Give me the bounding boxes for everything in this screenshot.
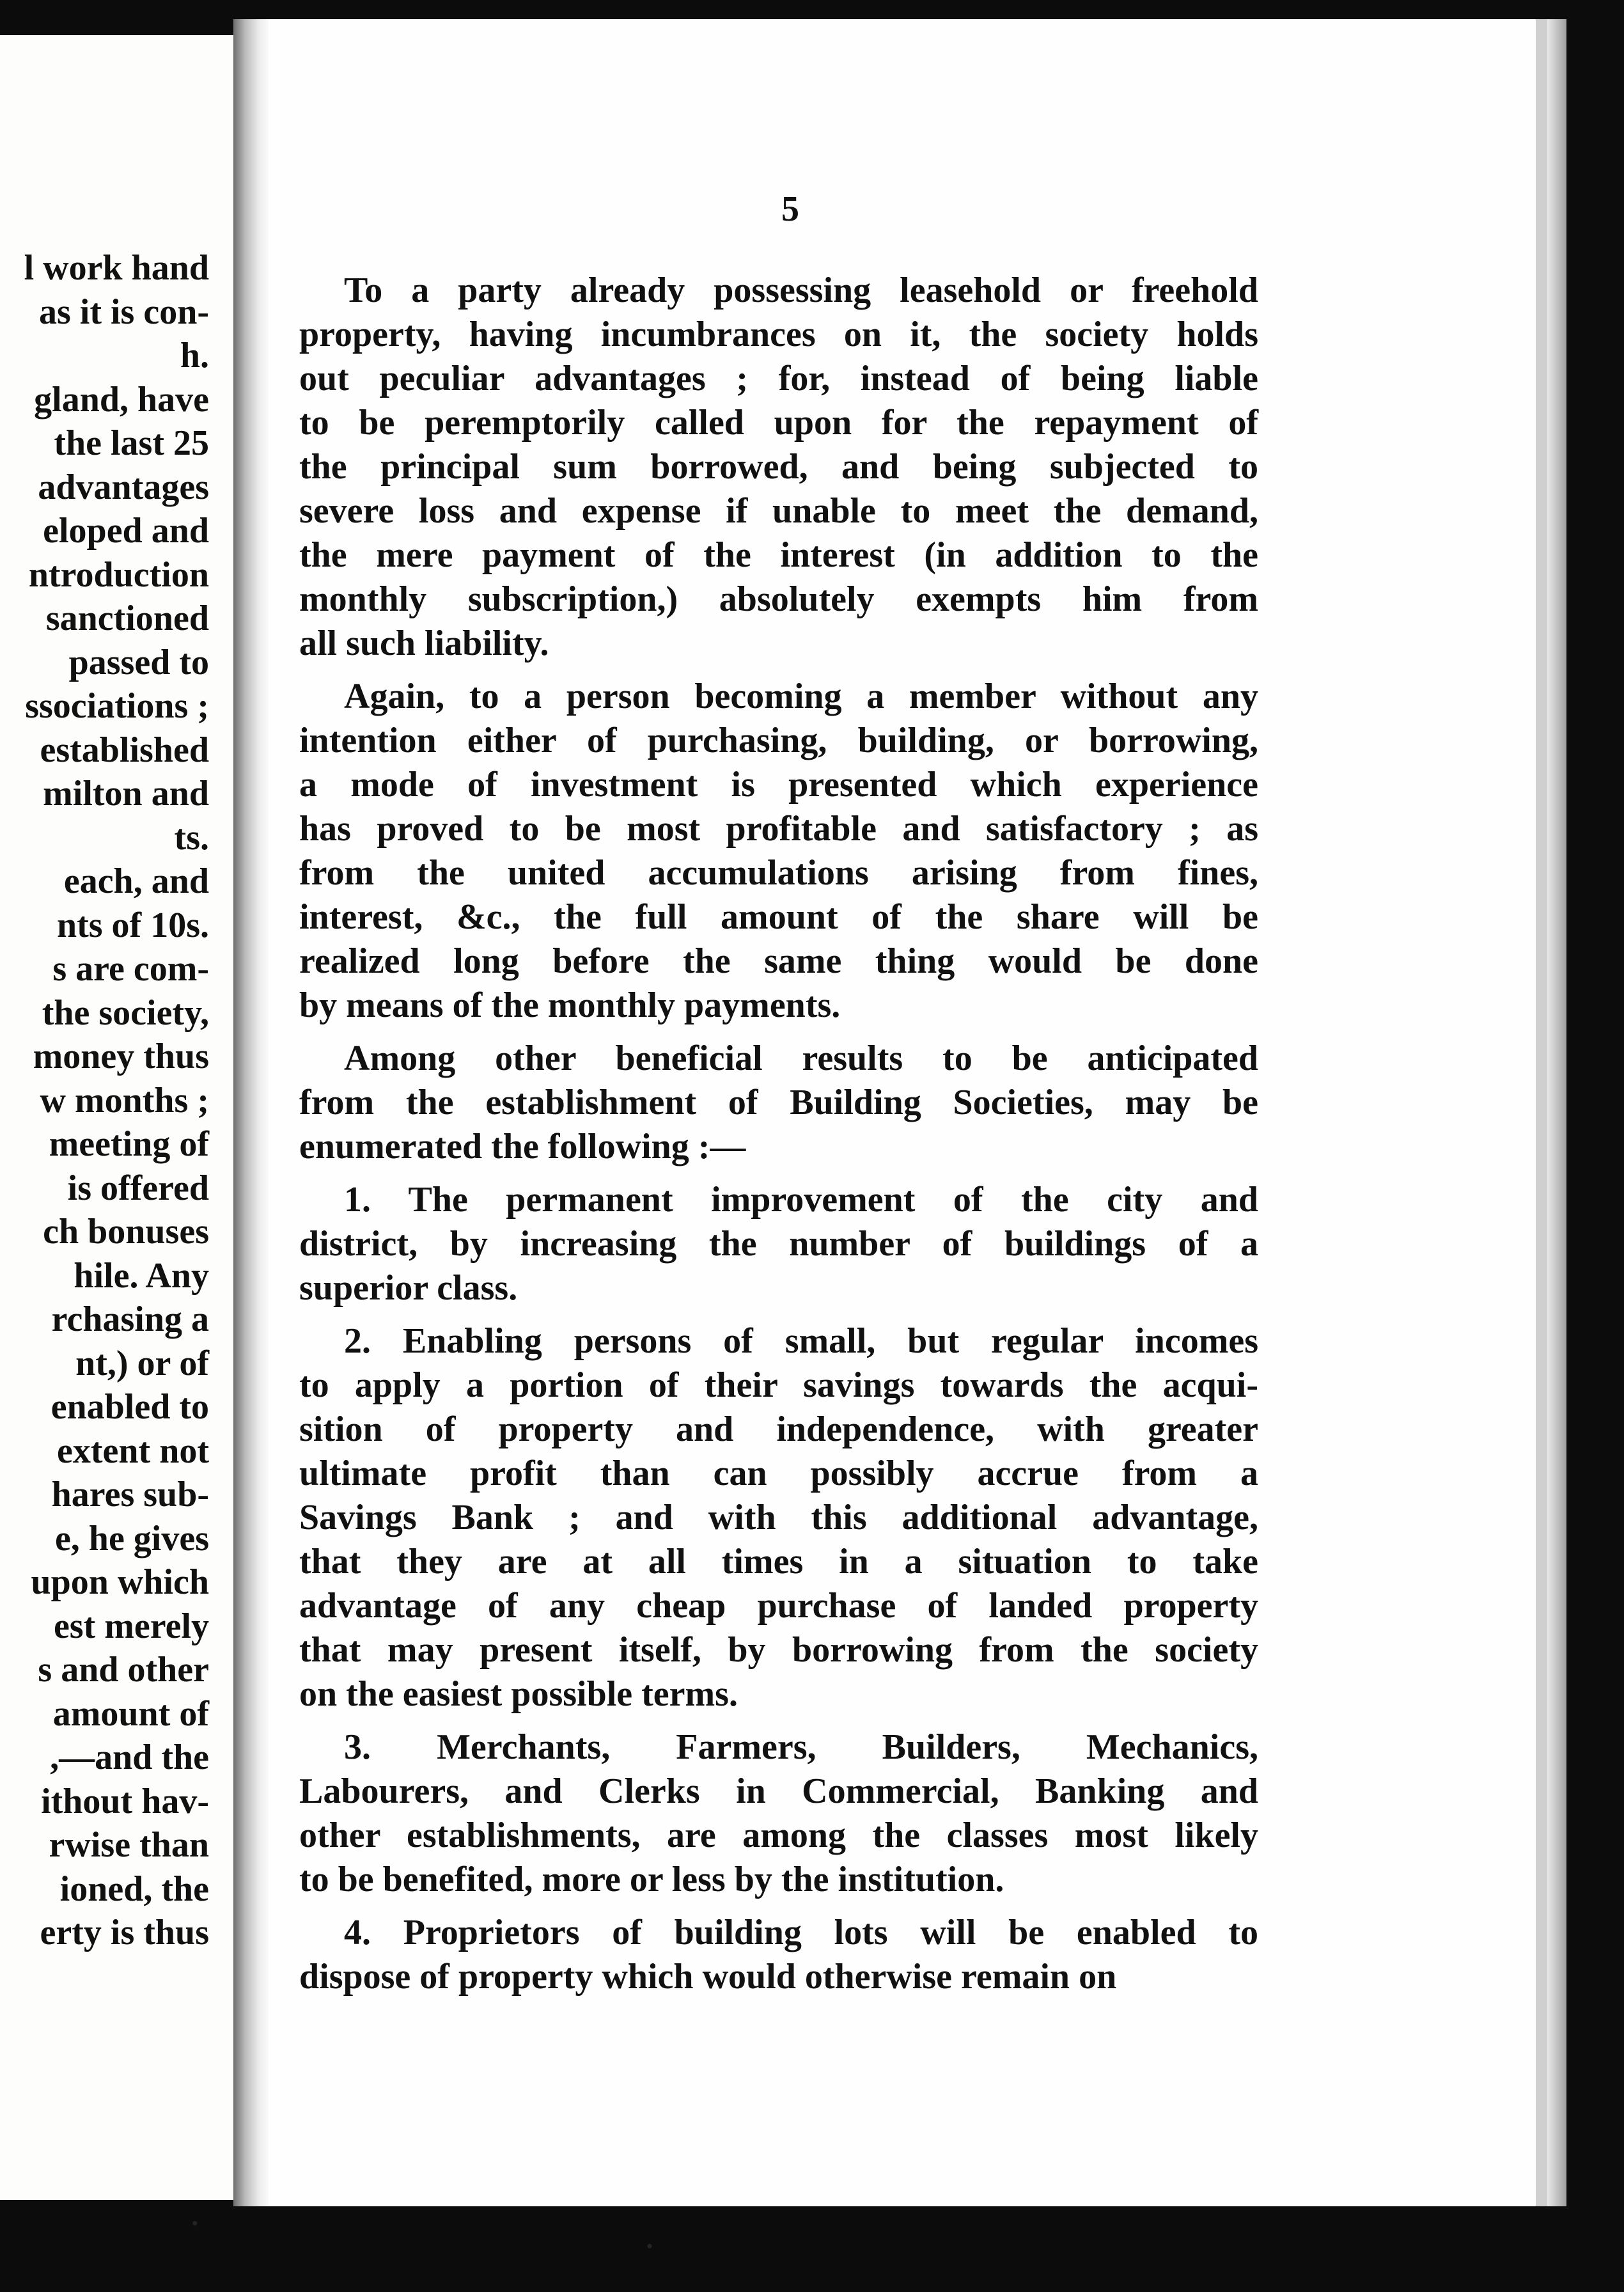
text-line: Again, to a person becoming a member without any: [344, 677, 1258, 716]
left-page-line: gland, have: [34, 379, 209, 420]
text-line: to apply a portion of their savings towards the acqui-: [299, 1365, 1258, 1405]
text-line: severe loss and expense if unable to meet the demand,: [299, 491, 1258, 531]
left-page-line: e, he gives: [54, 1518, 209, 1558]
text-line: intention either of purchasing, building, or borrowing,: [299, 721, 1258, 760]
text-line: to be peremptorily called upon for the repayment of: [299, 403, 1258, 443]
text-line: that may present itself, by borrowing from the society: [299, 1630, 1258, 1670]
left-page-text: [24, 246, 209, 1955]
text-line: monthly subscription,) absolutely exempts him from: [299, 579, 1258, 619]
text-line: 1. The permanent improvement of the city and: [344, 1180, 1258, 1220]
text-line: interest, &c., the full amount of the share will be: [299, 897, 1258, 937]
left-page-line: the last 25: [54, 423, 209, 463]
text-line: to be benefited, more or less by the institution.: [299, 1860, 1004, 1899]
left-page-line: meeting of: [49, 1124, 209, 1164]
left-page-line: money thus: [33, 1037, 209, 1076]
left-page-line: is offered: [67, 1168, 209, 1208]
text-line: Labourers, and Clerks in Commercial, Banking and: [299, 1771, 1258, 1811]
left-page-line: upon which: [31, 1562, 209, 1602]
left-page-line: w months ;: [40, 1080, 209, 1120]
left-page-line: sanctioned: [45, 599, 209, 638]
text-line: the mere payment of the interest (in addition to the: [299, 535, 1258, 575]
paragraph: [299, 1319, 1258, 1716]
left-page-line: ts.: [174, 817, 209, 858]
left-page-line: established: [40, 730, 209, 770]
left-page: [0, 35, 235, 2200]
text-line: the principal sum borrowed, and being subjected to: [299, 447, 1258, 487]
text-line: Among other beneficial results to be anticipated: [344, 1039, 1258, 1078]
left-page-line: ssociations ;: [25, 686, 209, 726]
left-page-line: as it is con-: [39, 292, 209, 332]
page-number: 5: [781, 189, 799, 229]
paragraph: [299, 1037, 1258, 1169]
left-page-line: s are com-: [52, 949, 209, 989]
text-line: Savings Bank ; and with this additional advantage,: [299, 1498, 1258, 1537]
paragraph: [299, 1911, 1258, 1999]
text-line: realized long before the same thing would be done: [299, 941, 1258, 981]
text-line: out peculiar advantages ; for, instead of being liable: [299, 359, 1258, 398]
text-line: from the establishment of Building Societies, may be: [299, 1083, 1258, 1122]
left-page-line: erty is thus: [40, 1913, 209, 1952]
text-line: property, having incumbrances on it, the society holds: [299, 315, 1258, 354]
text-line: district, by increasing the number of buildings of a: [299, 1224, 1258, 1264]
paragraph: [299, 1725, 1258, 1902]
left-page-line: h.: [180, 336, 209, 375]
left-page-line: l work hand: [24, 248, 209, 288]
left-page-line: each, and: [63, 861, 209, 901]
left-page-line: rchasing a: [51, 1299, 209, 1339]
text-line: by means of the monthly payments.: [299, 985, 841, 1025]
left-page-line: hile. Any: [74, 1255, 209, 1296]
left-page-line: amount of: [52, 1693, 209, 1734]
body-text: [299, 269, 1258, 2008]
text-line: enumerated the following :—: [299, 1127, 746, 1166]
left-page-line: est merely: [53, 1606, 209, 1646]
text-line: a mode of investment is presented which experience: [299, 765, 1258, 805]
left-page-line: extent not: [57, 1431, 209, 1471]
left-page-line: nts of 10s.: [56, 905, 209, 945]
left-page-line: s and other: [38, 1650, 209, 1690]
text-line: that they are at all times in a situation to take: [299, 1542, 1258, 1582]
text-line: 4. Proprietors of building lots will be enabled to: [344, 1913, 1258, 1952]
left-page-line: rwise than: [49, 1825, 209, 1865]
left-page-line: enabled to: [51, 1387, 209, 1427]
left-page-line: advantages: [38, 467, 209, 507]
text-line: dispose of property which would otherwise remain on: [299, 1957, 1117, 1997]
book-spine: [233, 19, 269, 2206]
left-page-line: passed to: [68, 642, 209, 682]
left-page-line: eloped and: [43, 511, 209, 551]
left-page-line: the society,: [42, 993, 209, 1033]
left-page-line: ch bonuses: [43, 1212, 209, 1252]
page-edge: [1547, 19, 1566, 2206]
text-line: from the united accumulations arising from fines,: [299, 853, 1258, 893]
text-line: other establishments, are among the classes most likely: [299, 1816, 1258, 1855]
left-page-line: ioned, the: [59, 1869, 209, 1909]
text-line: To a party already possessing leasehold or freehold: [344, 271, 1258, 310]
text-line: 3. Merchants, Farmers, Builders, Mechanics,: [344, 1727, 1258, 1767]
left-page-line: nt,) or of: [75, 1343, 209, 1383]
text-line: on the easiest possible terms.: [299, 1674, 738, 1714]
left-page-line: ithout hav-: [41, 1781, 209, 1821]
paragraph: [299, 675, 1258, 1028]
text-line: 2. Enabling persons of small, but regular incomes: [344, 1321, 1258, 1361]
text-line: sition of property and independence, with greater: [299, 1409, 1258, 1449]
text-line: all such liability.: [299, 624, 549, 663]
left-page-line: ntroduction: [28, 554, 209, 595]
left-page-line: hares sub-: [51, 1475, 209, 1514]
text-line: ultimate profit than can possibly accrue from a: [299, 1454, 1258, 1493]
paragraph: [299, 1178, 1258, 1310]
paragraph: [299, 269, 1258, 666]
text-line: superior class.: [299, 1268, 518, 1308]
left-page-line: milton and: [43, 774, 209, 813]
left-page-line: ,—and the: [50, 1738, 209, 1777]
text-line: advantage of any cheap purchase of landed property: [299, 1586, 1258, 1626]
text-line: has proved to be most profitable and satisfactory ; as: [299, 809, 1258, 849]
